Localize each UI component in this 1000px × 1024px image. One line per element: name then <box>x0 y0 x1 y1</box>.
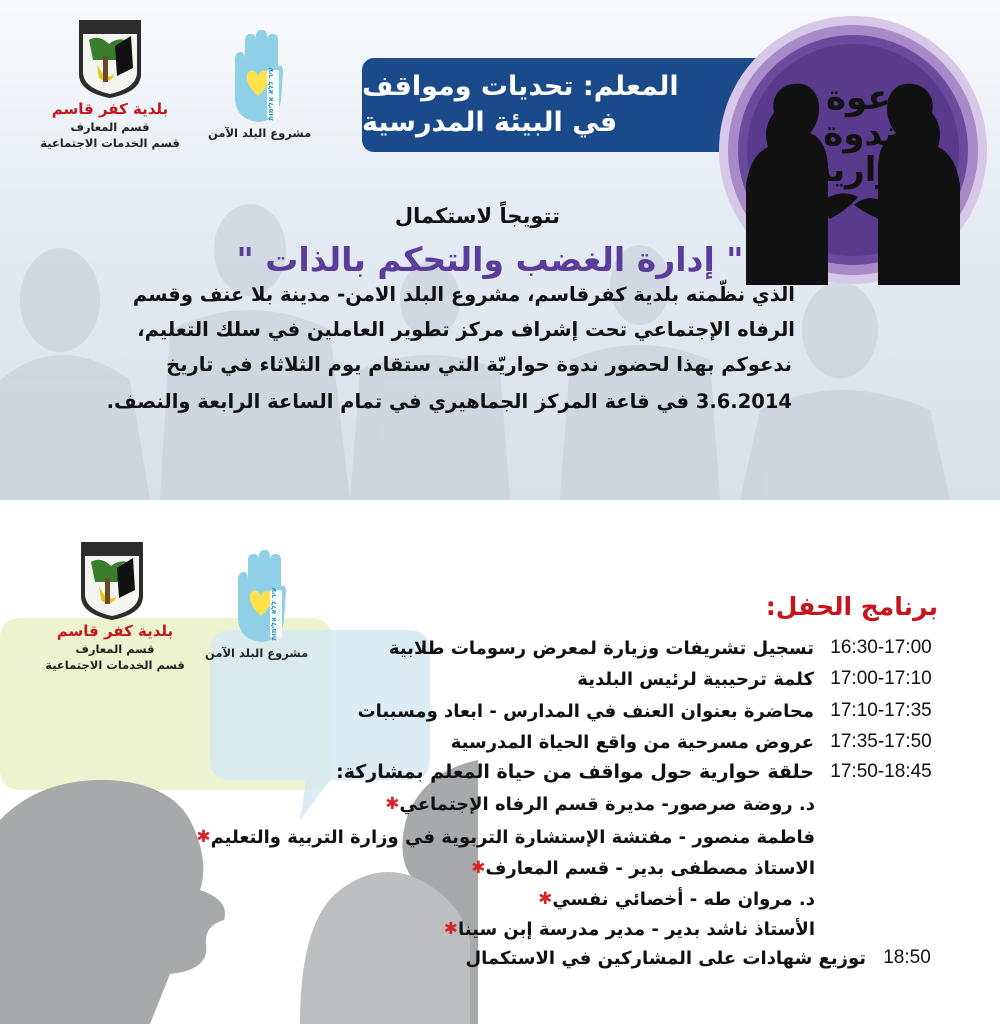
intro-line: تتويجاً لاستكمال <box>394 204 560 228</box>
participant-name: فاطمة منصور - مفتشة الإستشارة التربوية في وزارة التربية والتعليم <box>210 826 815 848</box>
participant-name: د. مروان طه - أخصائي نفسي <box>552 888 815 910</box>
program-item-text: توزيع شهادات على المشاركين في الاستكمال <box>465 947 866 969</box>
star-bullet-icon: ✱ <box>443 919 458 939</box>
time-badge: 17:00-17:10 <box>824 666 938 692</box>
program-item-text: تسجيل تشريفات وزيارة لمعرض رسومات طلابية <box>388 637 814 659</box>
body-line-1: الذي نظّمته بلدية كفرقاسم، مشروع البلد الامن- مدينة بلا عنف وقسم <box>132 283 795 306</box>
participant-item <box>375 789 815 819</box>
safe-city-hebrew: עיר ללא אלימות <box>270 587 278 641</box>
program-item <box>451 726 938 758</box>
participant-name: الاستاذ مصطفى بدير - قسم المعارف <box>485 857 815 879</box>
department-education: قسم المعارف <box>70 120 150 134</box>
body-line-4: 3.6.2014 في قاعة المركز الجماهيري في تمام الساعة الرابعة والنصف. <box>106 390 792 413</box>
workshop-headline: " إدارة الغضب والتحكم بالذات " <box>236 240 744 279</box>
safe-city-caption: مشروع البلد الآمن <box>208 126 312 140</box>
invitation-badge-text <box>802 80 932 188</box>
event-title-banner <box>362 58 762 152</box>
body-line-2: الرفاه الإجتماعي تحت إشراف مركز تطوير العاملين في سلك التعليم، <box>137 318 795 341</box>
participant-item <box>186 822 815 852</box>
safe-city-caption: مشروع البلد الآمن <box>205 646 309 660</box>
municipality-emblem-icon <box>77 538 147 622</box>
time-badge: 17:50-18:45 <box>824 759 938 785</box>
municipality-name: بلدية كفر قاسم <box>56 622 174 640</box>
program-item-text: محاضرة بعنوان العنف في المدارس - ابعاد ومسببات <box>357 700 814 722</box>
municipality-name-block <box>20 100 200 151</box>
time-badge: 16:30-17:00 <box>824 635 938 661</box>
participant-item <box>461 853 815 883</box>
event-title-line1: المعلم: تحديات ومواقف <box>362 71 679 102</box>
badge-line3: حوارية <box>811 150 923 190</box>
time-badge: 17:35-17:50 <box>824 729 938 755</box>
body-line-3: ندعوكم بهذا لحضور ندوة حواريّة التي ستقام يوم الثلاثاء في تاريخ <box>166 353 792 376</box>
program-item-text: عروض مسرحية من واقع الحياة المدرسية <box>450 731 814 753</box>
program-item <box>336 756 938 788</box>
participant-name: الأستاذ ناشد بدير - مدير مدرسة إبن سينا <box>458 918 815 940</box>
department-social-services: قسم الخدمات الاجتماعية <box>45 658 185 672</box>
participant-item <box>434 914 815 944</box>
badge-line1: دعوة <box>825 78 909 118</box>
program-item <box>577 663 938 695</box>
program-item <box>389 632 938 664</box>
department-education: قسم المعارف <box>75 642 155 656</box>
safe-city-hebrew: עיר ללא אלימות <box>267 67 275 121</box>
star-bullet-icon: ✱ <box>385 794 400 814</box>
municipality-name: بلدية كفر قاسم <box>51 100 169 118</box>
program-item <box>358 695 938 727</box>
invitation-panel <box>0 0 1000 500</box>
municipality-name-block <box>25 622 205 673</box>
program-item-text: كلمة ترحيبية لرئيس البلدية <box>577 668 814 690</box>
safe-city-hand-icon <box>231 30 285 124</box>
star-bullet-icon: ✱ <box>196 827 211 847</box>
time-badge: 18:50 <box>876 945 938 971</box>
program-title: برنامج الحفل: <box>765 592 938 621</box>
program-item-final <box>466 942 938 974</box>
star-bullet-icon: ✱ <box>471 858 486 878</box>
municipality-emblem-icon <box>75 16 145 100</box>
participant-name: د. روضة صرصور- مديرة قسم الرفاه الإجتماعي <box>399 793 815 815</box>
safe-city-hand-icon <box>234 550 288 644</box>
program-item-text: حلقة حوارية حول مواقف من حياة المعلم بمشاركة: <box>336 761 814 783</box>
star-bullet-icon: ✱ <box>538 889 553 909</box>
badge-line2: لندوة <box>823 114 911 154</box>
department-social-services: قسم الخدمات الاجتماعية <box>40 136 180 150</box>
participant-item <box>528 884 815 914</box>
event-title-line2: في البيئة المدرسية <box>362 107 618 138</box>
time-badge: 17:10-17:35 <box>824 698 938 724</box>
